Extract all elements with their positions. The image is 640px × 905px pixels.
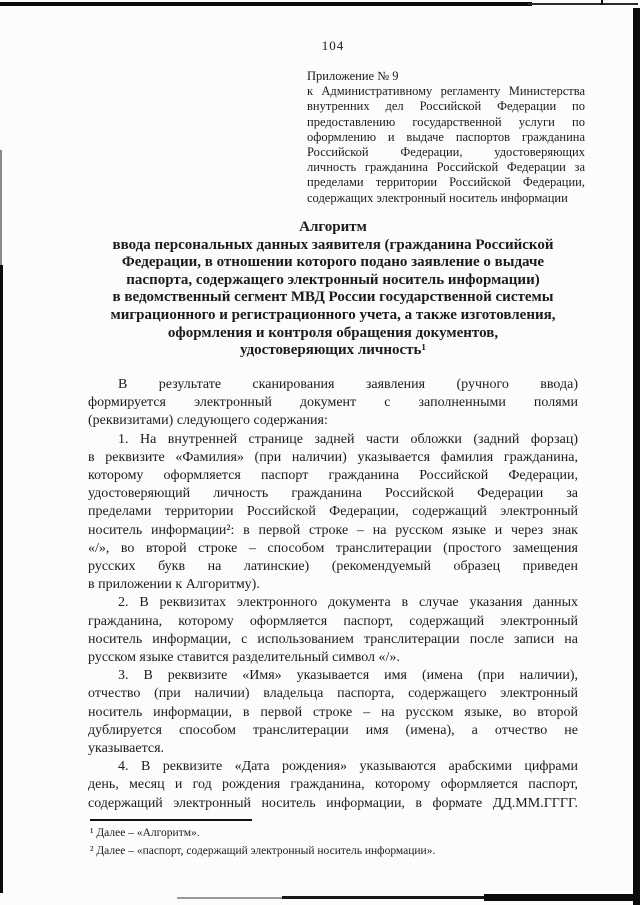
body-line: русских букв на латинские) (рекомендуемый образец приведен [88, 559, 578, 575]
body-line: удостоверяющий личность гражданина Российской Федерации за [88, 486, 578, 502]
scan-border-left [0, 265, 3, 893]
appendix-line: предоставлению государственной услуги по [307, 114, 585, 129]
paragraph-intro [88, 376, 578, 431]
document-body [88, 376, 578, 813]
title-line: Алгоритм [299, 219, 367, 235]
paragraph-item-4 [88, 758, 578, 813]
body-line: носитель информации, с использованием транслитерации после записи на [88, 631, 578, 647]
footnote-line: ¹ Далее – «Алгоритм». [90, 827, 200, 839]
body-line: носитель информации, в первой строке – на русском языке, во второй [88, 704, 578, 720]
scan-border-top [0, 2, 532, 6]
title-line: паспорта, содержащего электронный носитель информации) [126, 271, 540, 288]
appendix-line: оформлению и выдаче паспортов гражданина [307, 129, 585, 144]
scan-border-left-gray [0, 150, 2, 266]
body-line: указывается. [88, 741, 165, 757]
appendix-line: Приложение № 9 [307, 69, 399, 83]
title-line: ввода персональных данных заявителя (гражданина Российской [112, 236, 554, 253]
body-line: содержащий электронный носитель информации, в формате ДД.ММ.ГГГГ. [88, 795, 578, 811]
body-line: русском языке ставится разделительный символ «/». [88, 650, 400, 666]
body-line: 3. В реквизите «Имя» указывается имя (имена (при наличии), [118, 668, 578, 684]
title-line: Федерации, в отношении которого подано заявление о выдаче [121, 254, 545, 271]
body-line: (реквизитами) следующего содержания: [88, 413, 328, 429]
body-line: отчество (при наличии) владельца паспорта, содержащего электронный [88, 686, 578, 702]
page-number: 104 [321, 38, 345, 53]
body-line: дублируется способом транслитерации имя (имена), а отчество не [88, 722, 578, 738]
footnote-rule [90, 819, 252, 821]
scan-border-right [633, 8, 640, 905]
appendix-line: внутренних дел Российской Федерации по [307, 99, 585, 114]
body-line: носитель информации²: в первой строке – на русском языке и через знак [88, 522, 578, 538]
body-line: 2. В реквизитах электронного документа в случае указания данных [118, 595, 578, 611]
title-line: оформления и контроля обращения документов, [167, 324, 499, 341]
paragraph-item-2 [88, 594, 578, 667]
footnote-line: ² Далее – «паспорт, содержащий электронный носитель информации». [90, 844, 436, 857]
appendix-line: личность гражданина Российской Федерации за [307, 160, 585, 175]
body-line: формируется электронный документ с заполненными полями [88, 395, 578, 411]
paragraph-item-1 [88, 431, 578, 595]
body-line: пределами территории Российской Федерации, содержащий электронный [88, 504, 578, 520]
appendix-reference-block [307, 69, 585, 206]
scan-border-bottom-dark [484, 894, 640, 901]
body-line: «/», во второй строке – способом транслитерации (простого замещения [88, 540, 578, 556]
scan-border-bottom [282, 896, 486, 899]
appendix-line: содержащих электронный носитель информации [307, 190, 568, 205]
scan-border-top-thin [528, 3, 638, 5]
title-line: в ведомственный сегмент МВД России государственной системы [112, 289, 554, 306]
appendix-line: к Административному регламенту Министерства [307, 84, 585, 99]
body-line: гражданина, которому оформляется паспорт, содержащий электронный [88, 613, 578, 629]
body-line: в реквизите «Фамилия» (при наличии) указывается фамилия гражданина, [88, 449, 578, 465]
document-title [88, 219, 578, 360]
body-line: 1. На внутренней странице задней части обложки (задний форзац) [118, 431, 578, 447]
body-line: В результате сканирования заявления (ручного ввода) [118, 377, 578, 392]
title-line: миграционного и регистрационного учета, а также изготовления, [110, 306, 556, 323]
paragraph-item-3 [88, 667, 578, 758]
appendix-line: Российской Федерации, удостоверяющих [307, 145, 585, 160]
title-line: удостоверяющих личность¹ [240, 342, 426, 359]
footnotes-block [90, 825, 595, 860]
body-line: которому оформляется паспорт гражданина Российской Федерации, [88, 468, 578, 484]
body-line: 4. В реквизите «Дата рождения» указываются арабскими цифрами [118, 759, 578, 775]
scan-border-bottom-gray [177, 897, 283, 899]
scan-mark-top-right [601, 0, 603, 5]
body-line: день, месяц и год рождения гражданина, которому оформляется паспорт, [88, 777, 578, 793]
appendix-line: пределами территории Российской Федерации, [307, 175, 585, 190]
body-line: в приложении к Алгоритму). [88, 577, 260, 593]
